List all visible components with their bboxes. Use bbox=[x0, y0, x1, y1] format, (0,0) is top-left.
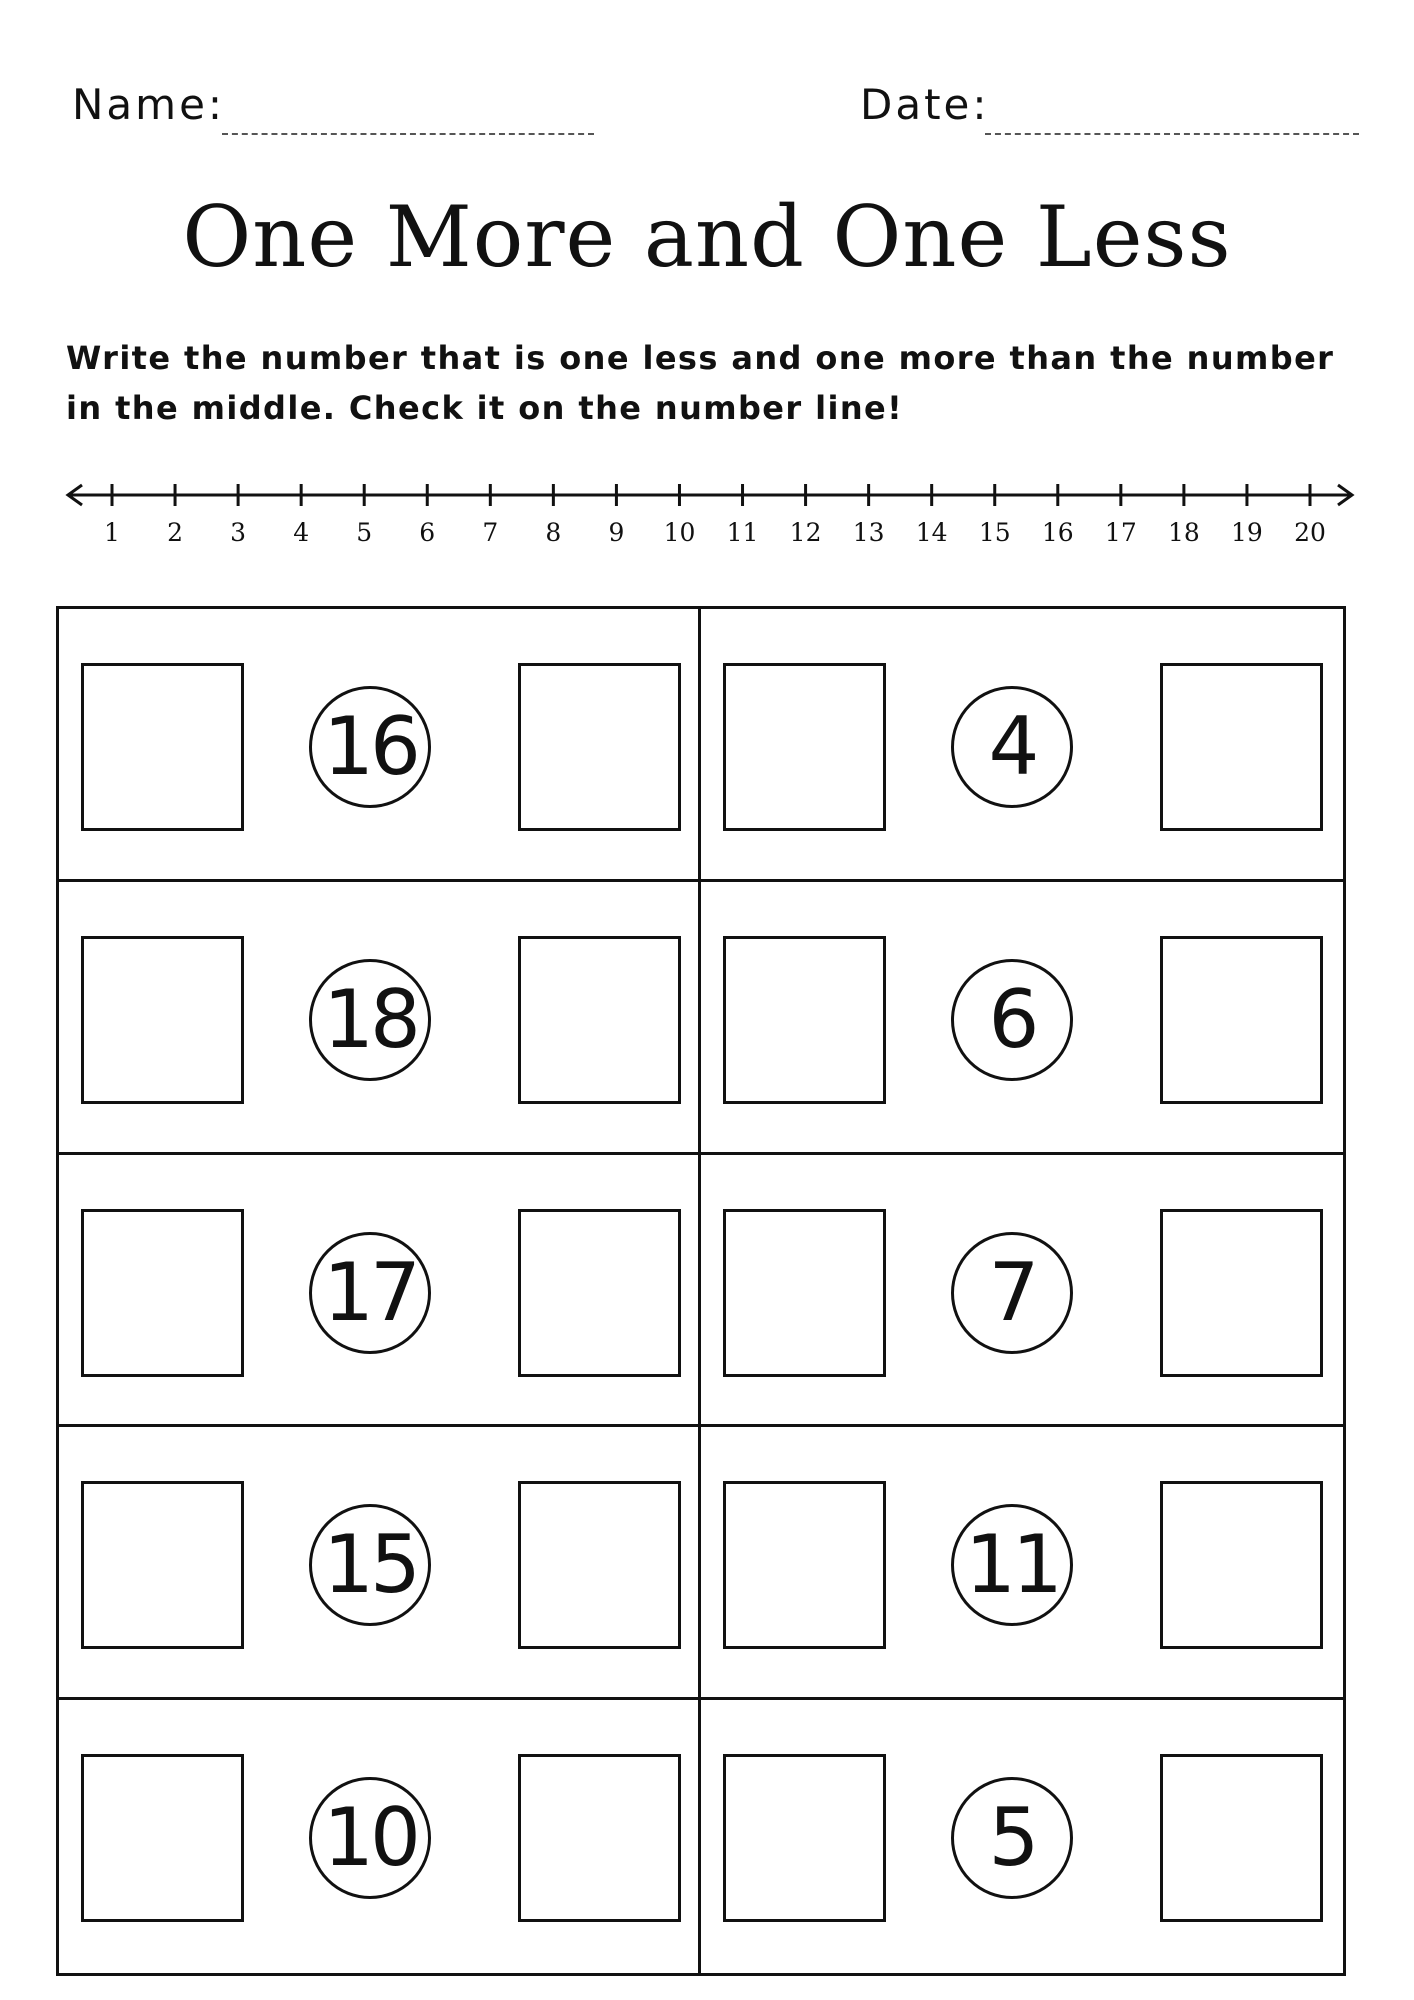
number-line-label: 14 bbox=[915, 518, 948, 547]
one-more-answer-box[interactable] bbox=[1160, 1481, 1323, 1649]
date-label: Date: bbox=[860, 80, 990, 129]
problem-cell bbox=[701, 1155, 1343, 1428]
one-more-answer-box[interactable] bbox=[518, 1481, 681, 1649]
one-more-answer-box[interactable] bbox=[518, 1209, 681, 1377]
problem-cell bbox=[59, 1700, 701, 1973]
name-label: Name: bbox=[72, 80, 226, 129]
number-line-label: 15 bbox=[978, 518, 1011, 547]
number-line-label: 6 bbox=[419, 518, 436, 547]
number-line-label: 18 bbox=[1167, 518, 1200, 547]
middle-number: 4 bbox=[951, 686, 1073, 808]
number-line-label: 7 bbox=[482, 518, 499, 547]
one-more-answer-box[interactable] bbox=[1160, 1209, 1323, 1377]
number-line-label: 19 bbox=[1231, 518, 1263, 547]
middle-number: 7 bbox=[951, 1232, 1073, 1354]
number-line-label: 10 bbox=[663, 518, 696, 547]
one-less-answer-box[interactable] bbox=[723, 936, 886, 1104]
one-more-answer-box[interactable] bbox=[1160, 1754, 1323, 1922]
one-less-answer-box[interactable] bbox=[81, 1754, 244, 1922]
instructions: Write the number that is one less and one more than the number in the middle. Check it on the number line! bbox=[66, 339, 1335, 427]
one-more-answer-box[interactable] bbox=[1160, 936, 1323, 1104]
number-line-label: 8 bbox=[545, 518, 562, 547]
middle-number: 10 bbox=[309, 1777, 431, 1899]
problem-cell bbox=[59, 1155, 701, 1428]
one-more-answer-box[interactable] bbox=[518, 663, 681, 831]
number-line-label: 2 bbox=[167, 518, 184, 547]
one-less-answer-box[interactable] bbox=[81, 663, 244, 831]
middle-number: 6 bbox=[951, 959, 1073, 1081]
number-line bbox=[0, 470, 1414, 550]
one-more-answer-box[interactable] bbox=[1160, 663, 1323, 831]
one-more-answer-box[interactable] bbox=[518, 936, 681, 1104]
problem-cell bbox=[701, 1427, 1343, 1700]
number-line-label: 17 bbox=[1104, 518, 1137, 547]
number-line-label: 4 bbox=[293, 518, 310, 547]
one-less-answer-box[interactable] bbox=[723, 663, 886, 831]
middle-number: 15 bbox=[309, 1504, 431, 1626]
number-line-label: 20 bbox=[1294, 518, 1326, 547]
problem-cell bbox=[701, 609, 1343, 882]
problem-cell bbox=[59, 1427, 701, 1700]
number-line-label: 11 bbox=[726, 518, 759, 547]
problem-cell bbox=[701, 882, 1343, 1155]
one-less-answer-box[interactable] bbox=[723, 1481, 886, 1649]
problem-cell bbox=[701, 1700, 1343, 1973]
middle-number: 5 bbox=[951, 1777, 1073, 1899]
problem-grid bbox=[56, 606, 1346, 1976]
middle-number: 16 bbox=[309, 686, 431, 808]
problem-cell bbox=[59, 882, 701, 1155]
number-line-label: 16 bbox=[1041, 518, 1074, 547]
one-less-answer-box[interactable] bbox=[81, 1481, 244, 1649]
page-title: One More and One Less bbox=[182, 188, 1232, 286]
date-field[interactable] bbox=[985, 133, 1359, 135]
one-less-answer-box[interactable] bbox=[723, 1754, 886, 1922]
number-line-label: 9 bbox=[608, 518, 625, 547]
number-line-label: 13 bbox=[852, 518, 885, 547]
name-field[interactable] bbox=[222, 133, 594, 135]
number-line-label: 3 bbox=[230, 518, 247, 547]
one-less-answer-box[interactable] bbox=[81, 1209, 244, 1377]
middle-number: 17 bbox=[309, 1232, 431, 1354]
number-line-label: 12 bbox=[789, 518, 822, 547]
one-less-answer-box[interactable] bbox=[81, 936, 244, 1104]
number-line-label: 1 bbox=[104, 518, 120, 547]
one-more-answer-box[interactable] bbox=[518, 1754, 681, 1922]
middle-number: 18 bbox=[309, 959, 431, 1081]
number-line-label: 5 bbox=[356, 518, 373, 547]
problem-cell bbox=[59, 609, 701, 882]
middle-number: 11 bbox=[951, 1504, 1073, 1626]
one-less-answer-box[interactable] bbox=[723, 1209, 886, 1377]
